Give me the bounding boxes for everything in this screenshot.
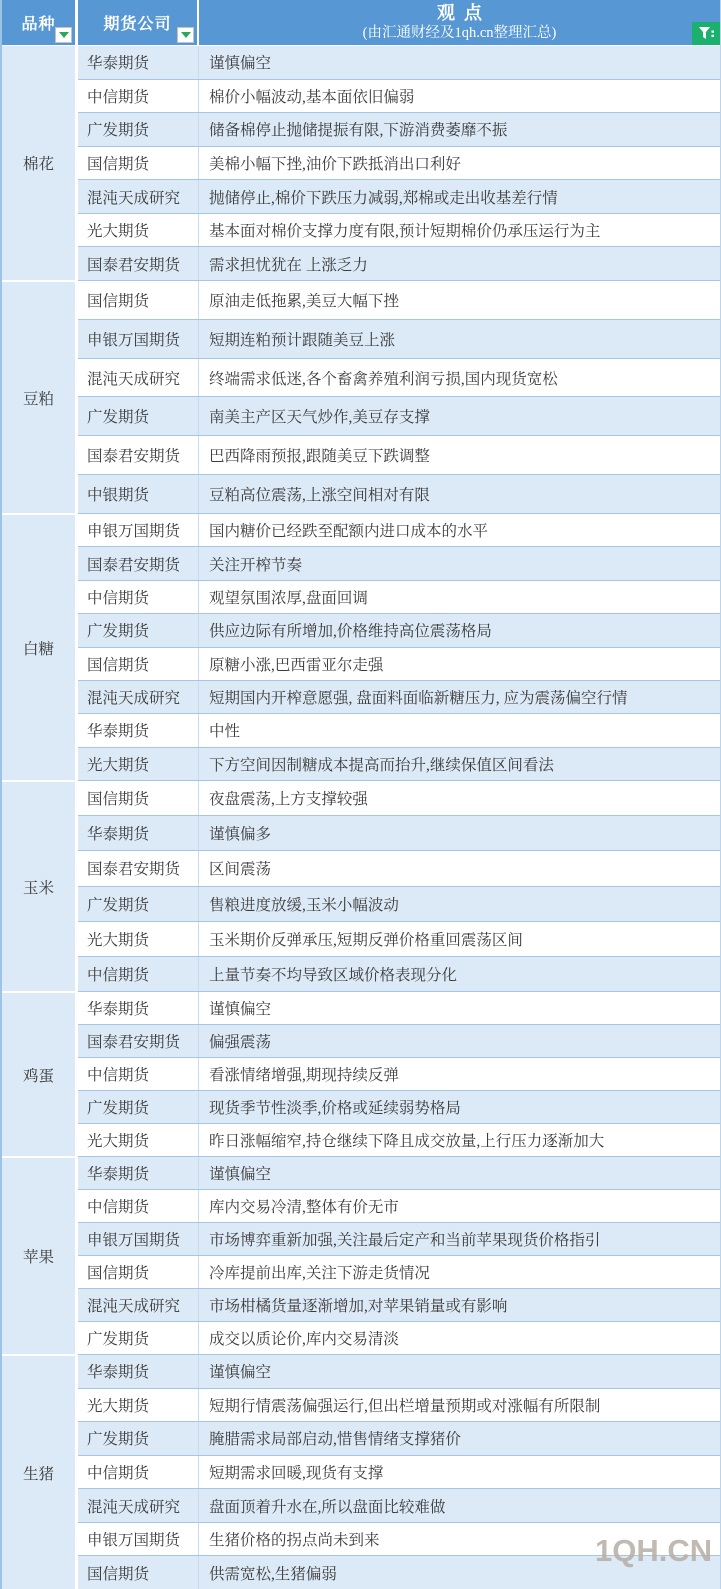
commodity-label: 棉花 — [22, 156, 54, 173]
table-row — [78, 647, 720, 680]
company-cell: 国泰君安期货 — [78, 436, 199, 474]
company-cell: 混沌天成研究 — [78, 681, 199, 713]
commodity-section — [2, 780, 720, 991]
company-cell: 中信期货 — [78, 581, 199, 613]
commodity-cell — [2, 1156, 78, 1354]
company-cell: 广发期货 — [78, 397, 199, 435]
company-cell: 华泰期货 — [78, 1157, 199, 1189]
table-row — [78, 246, 720, 280]
viewpoint-cell: 成交以质论价,库内交易清淡 — [209, 1331, 399, 1348]
company-cell: 华泰期货 — [78, 46, 199, 79]
viewpoint-cell: 谨慎偏空 — [209, 1364, 272, 1382]
section-rows — [78, 46, 720, 280]
table-row — [78, 1156, 720, 1189]
company-cell: 混沌天成研究 — [78, 359, 199, 397]
commodity-section — [2, 991, 720, 1156]
company-cell: 光大期货 — [78, 748, 199, 780]
company-cell: 国泰君安期货 — [78, 851, 199, 885]
table-row — [78, 1421, 720, 1455]
viewpoint-cell: 短期行情震荡偏强运行,但出栏增量预期或对涨幅有所限制 — [209, 1397, 601, 1415]
company-cell: 混沌天成研究 — [78, 180, 199, 213]
table-body — [2, 46, 720, 1589]
table-row — [78, 1455, 720, 1489]
company-cell: 国信期货 — [78, 781, 199, 815]
company-cell: 广发期货 — [78, 1422, 199, 1455]
viewpoint-cell: 关注开榨节奏 — [209, 556, 303, 574]
commodity-label: 鸡蛋 — [22, 1067, 54, 1085]
table-row — [78, 1189, 720, 1222]
table-row — [78, 46, 720, 79]
commodity-section — [2, 280, 720, 513]
funnel-icon — [698, 26, 715, 41]
viewpoint-cell: 下方空间因制糖成本提高而抬升,继续保值区间看法 — [209, 756, 554, 774]
chevron-down-icon — [59, 32, 69, 38]
header-cell-variety — [2, 0, 78, 45]
company-cell: 广发期货 — [78, 614, 199, 646]
viewpoint-cell: 看涨情绪增强,期现持续反弹 — [209, 1067, 399, 1084]
viewpoint-cell: 国内糖价已经跌至配额内进口成本的水平 — [209, 523, 489, 541]
viewpoint-subtitle: (由汇通财经及1qh.cn整理汇总) — [362, 24, 557, 41]
table-row — [78, 580, 720, 613]
table-row — [78, 435, 720, 474]
viewpoint-cell: 抛储停止,棉价下跌压力减弱,郑棉或走出收基差行情 — [209, 189, 558, 207]
viewpoint-cell: 夜盘震荡,上方支撑较强 — [209, 791, 368, 809]
company-cell: 国信期货 — [78, 1556, 199, 1589]
table-row — [78, 319, 720, 358]
company-cell: 中信期货 — [78, 1058, 199, 1090]
commodity-label: 白糖 — [22, 640, 54, 658]
viewpoint-cell: 美棉小幅下挫,油价下跌抵消出口利好 — [209, 156, 461, 174]
table-row — [78, 280, 720, 319]
viewpoint-cell: 棉价小幅波动,基本面依旧偏弱 — [209, 88, 415, 106]
viewpoint-cell: 区间震荡 — [209, 861, 272, 879]
viewpoint-cell: 供需宽松,生猪偏弱 — [209, 1565, 337, 1583]
table-row — [78, 546, 720, 579]
table-row — [78, 213, 720, 247]
commodity-section — [2, 1354, 720, 1589]
commodity-label: 豆粕 — [22, 390, 54, 408]
viewpoint-cell: 供应边际有所增加,价格维持高位震荡格局 — [209, 623, 492, 641]
commodity-section — [2, 1156, 720, 1354]
header-cell-company — [78, 0, 199, 45]
viewpoint-cell: 南美主产区天气炒作,美豆存支撑 — [209, 409, 430, 427]
commodity-cell — [2, 46, 78, 280]
company-cell: 华泰期货 — [78, 714, 199, 746]
company-cell: 国信期货 — [78, 648, 199, 680]
commodity-cell — [2, 1354, 78, 1589]
company-cell: 国泰君安期货 — [78, 1025, 199, 1057]
table-header — [2, 0, 720, 46]
table-row — [78, 1255, 720, 1288]
table-row — [78, 613, 720, 646]
company-cell: 光大期货 — [78, 1124, 199, 1156]
table-row — [78, 112, 720, 146]
table-row — [78, 179, 720, 213]
table-row — [78, 1354, 720, 1388]
viewpoint-cell: 腌腊需求局部启动,惜售情绪支撑猪价 — [209, 1431, 461, 1449]
table-row — [78, 1388, 720, 1422]
company-cell: 申银万国期货 — [78, 514, 199, 546]
viewpoint-cell: 现货季节性淡季,价格或延续弱势格局 — [209, 1100, 461, 1117]
table-row — [78, 850, 720, 885]
viewpoint-cell: 谨慎偏空 — [209, 1001, 272, 1018]
table-row — [78, 1321, 720, 1354]
company-cell: 中信期货 — [78, 1190, 199, 1222]
header-company-label: 期货公司 — [103, 16, 172, 33]
company-cell: 申银万国期货 — [78, 320, 199, 358]
table-row — [78, 921, 720, 956]
company-cell: 光大期货 — [78, 214, 199, 247]
table-row — [78, 1555, 720, 1589]
table-row — [78, 1288, 720, 1321]
company-cell: 华泰期货 — [78, 1355, 199, 1388]
company-cell: 混沌天成研究 — [78, 1289, 199, 1321]
table-row — [78, 1222, 720, 1255]
viewpoint-cell: 储备棉停止抛储提振有限,下游消费萎靡不振 — [209, 122, 508, 140]
table-row — [78, 513, 720, 546]
table-row — [78, 713, 720, 746]
table-row — [78, 1488, 720, 1522]
table-row — [78, 991, 720, 1024]
table-row — [78, 747, 720, 780]
commodity-section — [2, 513, 720, 780]
company-cell: 中信期货 — [78, 957, 199, 991]
section-rows — [78, 513, 720, 780]
company-cell: 混沌天成研究 — [78, 1489, 199, 1522]
viewpoint-cell: 观望氛围浓厚,盘面回调 — [209, 589, 368, 607]
filter-funnel-button[interactable] — [692, 22, 720, 45]
commodity-section — [2, 46, 720, 280]
company-cell: 广发期货 — [78, 113, 199, 146]
section-rows — [78, 991, 720, 1156]
company-cell: 华泰期货 — [78, 816, 199, 850]
section-rows — [78, 1354, 720, 1589]
viewpoint-cell: 昨日涨幅缩窄,持仓继续下降且成交放量,上行压力逐渐加大 — [209, 1133, 605, 1150]
table-row — [78, 886, 720, 921]
table-row — [78, 358, 720, 397]
viewpoint-cell: 冷库提前出库,关注下游走货情况 — [209, 1265, 430, 1282]
section-rows — [78, 280, 720, 513]
table-row — [78, 79, 720, 113]
viewpoint-cell: 盘面顶着升水在,所以盘面比较难做 — [209, 1498, 446, 1516]
header-cell-viewpoint — [199, 0, 720, 45]
company-cell: 中银期货 — [78, 475, 199, 513]
viewpoint-cell: 市场柑橘货量逐渐增加,对苹果销量或有影响 — [209, 1298, 508, 1315]
company-filter-dropdown[interactable] — [177, 27, 194, 43]
viewpoint-cell: 短期需求回暖,现货有支撑 — [209, 1465, 384, 1483]
section-rows — [78, 780, 720, 991]
company-cell: 申银万国期货 — [78, 1523, 199, 1556]
viewpoint-cell: 短期国内开榨意愿强, 盘面料面临新糖压力, 应为震荡偏空行情 — [209, 690, 628, 708]
viewpoint-cell: 豆粕高位震荡,上涨空间相对有限 — [209, 487, 430, 505]
company-cell: 中信期货 — [78, 80, 199, 113]
watermark: 1QH.CN — [595, 1533, 713, 1568]
company-cell: 国泰君安期货 — [78, 547, 199, 579]
commodity-label: 玉米 — [22, 879, 54, 897]
company-cell: 中信期货 — [78, 1456, 199, 1489]
header-variety-label: 品种 — [21, 16, 56, 33]
company-cell: 华泰期货 — [78, 992, 199, 1024]
viewpoint-title: 观 点 — [437, 3, 482, 24]
viewpoint-cell: 生猪价格的拐点尚未到来 — [209, 1532, 380, 1550]
table-row — [78, 956, 720, 991]
table-row — [78, 680, 720, 713]
company-cell: 申银万国期货 — [78, 1223, 199, 1255]
commodity-cell — [2, 780, 78, 991]
table-row — [78, 396, 720, 435]
table-row — [78, 815, 720, 850]
viewpoint-cell: 偏强震荡 — [209, 1034, 272, 1051]
table-row — [78, 1123, 720, 1156]
section-rows — [78, 1156, 720, 1354]
viewpoint-cell: 原糖小涨,巴西雷亚尔走强 — [209, 656, 384, 674]
viewpoint-cell: 库内交易冷清,整体有价无市 — [209, 1199, 399, 1216]
company-cell: 国信期货 — [78, 281, 199, 319]
commodity-cell — [2, 991, 78, 1156]
viewpoint-cell: 需求担忧犹在 上涨乏力 — [209, 256, 368, 274]
company-cell: 光大期货 — [78, 1389, 199, 1422]
commodity-label: 生猪 — [22, 1465, 54, 1483]
viewpoint-cell: 短期连粕预计跟随美豆上涨 — [209, 331, 396, 349]
viewpoint-cell: 谨慎偏多 — [209, 826, 272, 844]
viewpoint-cell: 上量节奏不均导致区域价格表现分化 — [209, 966, 458, 984]
table-row — [78, 474, 720, 513]
commodity-cell — [2, 513, 78, 780]
table-row — [78, 1024, 720, 1057]
viewpoint-cell: 巴西降雨预报,跟随美豆下跌调整 — [209, 448, 430, 466]
table-row — [78, 146, 720, 180]
company-cell: 广发期货 — [78, 1091, 199, 1123]
commodity-label: 苹果 — [22, 1249, 54, 1266]
viewpoint-cell: 谨慎偏空 — [209, 1166, 272, 1183]
table-row — [78, 1522, 720, 1556]
viewpoint-cell: 谨慎偏空 — [209, 55, 272, 73]
company-cell: 光大期货 — [78, 922, 199, 956]
company-cell: 国信期货 — [78, 1256, 199, 1288]
viewpoint-cell: 玉米期价反弹承压,短期反弹价格重回震荡区间 — [209, 931, 523, 949]
table-row — [78, 1090, 720, 1123]
table-row — [78, 780, 720, 815]
viewpoint-cell: 基本面对棉价支撑力度有限,预计短期棉价仍承压运行为主 — [209, 223, 601, 241]
chevron-down-icon — [181, 32, 191, 38]
company-cell: 广发期货 — [78, 1322, 199, 1354]
company-cell: 国信期货 — [78, 147, 199, 180]
company-cell: 广发期货 — [78, 887, 199, 921]
viewpoint-cell: 售粮进度放缓,玉米小幅波动 — [209, 896, 399, 914]
variety-filter-dropdown[interactable] — [55, 27, 72, 43]
table-row — [78, 1057, 720, 1090]
company-cell: 国泰君安期货 — [78, 247, 199, 280]
viewpoint-cell: 中性 — [209, 723, 241, 741]
viewpoint-cell: 市场博弈重新加强,关注最后定产和当前苹果现货价格指引 — [209, 1232, 601, 1249]
viewpoint-cell: 终端需求低迷,各个畜禽养殖利润亏损,国内现货宽松 — [209, 370, 558, 388]
commodity-cell — [2, 280, 78, 513]
viewpoint-cell: 原油走低拖累,美豆大幅下挫 — [209, 292, 399, 310]
